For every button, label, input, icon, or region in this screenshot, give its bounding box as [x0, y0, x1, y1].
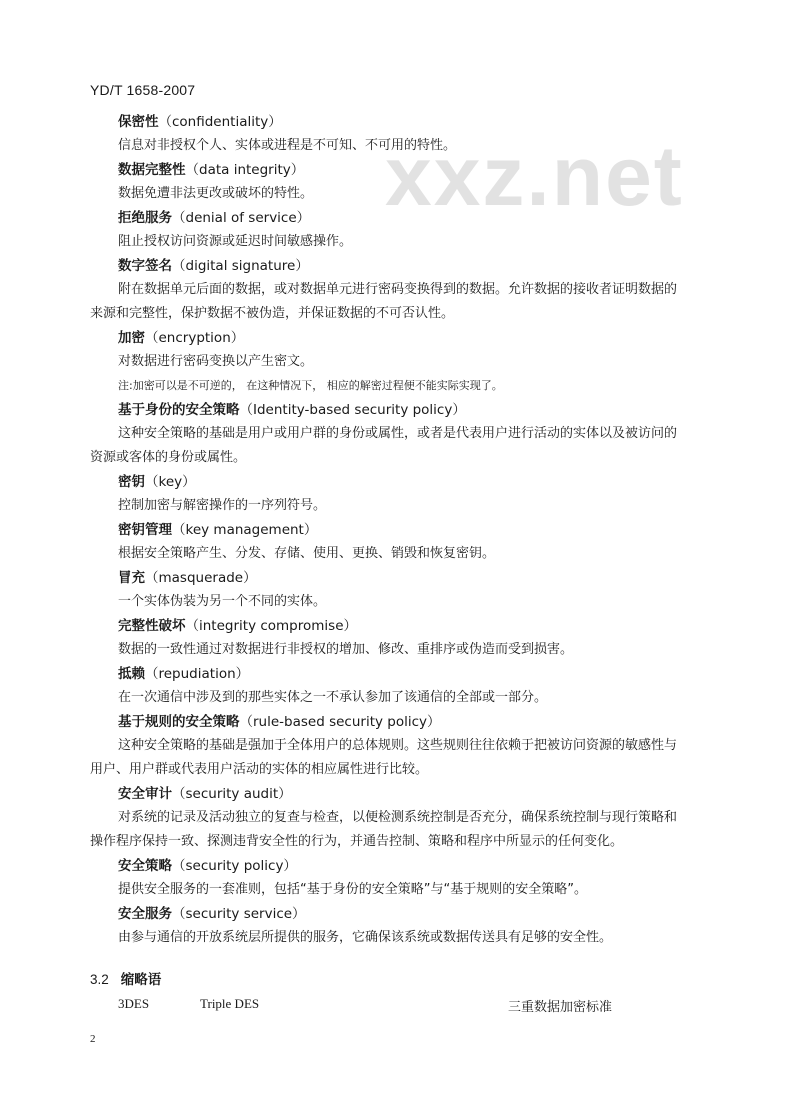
- term-english: （confidentiality）: [158, 114, 282, 130]
- term-definition-line: 对数据进行密码变换以产生密文。: [118, 354, 314, 369]
- term-definition-line: 由参与通信的开放系统层所提供的服务，它确保该系统或数据传送具有足够的安全性。: [118, 930, 613, 945]
- term-definition-line: 数据免遭非法更改或破坏的特性。: [118, 186, 314, 201]
- term-english: （encryption）: [145, 330, 245, 346]
- term-heading: [90, 326, 740, 350]
- term-definition-line: 这种安全策略的基础是用户或用户群的身份或属性，或者是代表用户进行活动的实体以及被访问的: [118, 426, 678, 441]
- term-definition-line: 控制加密与解密操作的一序列符号。: [118, 498, 327, 513]
- term-heading: [90, 566, 740, 590]
- document-id: YD/T 1658-2007: [90, 82, 196, 98]
- term-chinese: 加密: [118, 330, 145, 346]
- abbreviation-key: 3DES: [118, 996, 150, 1011]
- term-definition-line: 来源和完整性，保护数据不被伪造，并保证数据的不可否认性。: [90, 306, 455, 321]
- term-english: （denial of service）: [172, 210, 311, 226]
- term-definition-line: 一个实体伪装为另一个不同的实体。: [118, 594, 327, 609]
- term-heading: [90, 518, 740, 542]
- term-heading: [90, 710, 740, 734]
- term-heading: [90, 398, 740, 422]
- term-definition-line: 提供安全服务的一套准则，包括“基于身份的安全策略”与“基于规则的安全策略”。: [118, 882, 587, 897]
- term-chinese: 密钥: [118, 474, 145, 490]
- term-definition-line: 阻止授权访问资源或延迟时间敏感操作。: [118, 234, 353, 249]
- section-heading: [90, 968, 161, 988]
- term-english: （integrity compromise）: [185, 618, 358, 634]
- term-english: （key management）: [172, 522, 318, 538]
- term-definition-line: 这种安全策略的基础是强加于全体用户的总体规则。这些规则往往依赖于把被访问资源的敏感性与: [118, 738, 678, 753]
- term-chinese: 数字签名: [118, 258, 172, 274]
- term-chinese: 保密性: [118, 114, 159, 130]
- term-heading: [90, 782, 740, 806]
- abbreviation-chinese: 三重数据加密标准: [508, 1000, 613, 1015]
- term-heading: [90, 854, 740, 878]
- term-definition-line: 操作程序保持一致、探测违背安全性的行为，并通告控制、策略和程序中所显示的任何变化。: [90, 834, 624, 849]
- term-note: 注:加密可以是不可逆的， 在这种情况下， 相应的解密过程便不能实际实现了。: [118, 379, 503, 392]
- watermark: xxz.net: [385, 129, 684, 223]
- term-english: （key）: [145, 474, 196, 490]
- term-definition-line: 附在数据单元后面的数据，或对数据单元进行密码变换得到的数据。允许数据的接收者证明数据的: [118, 282, 678, 297]
- term-definition-line: 用户、用户群或代表用户活动的实体的相应属性进行比较。: [90, 762, 429, 777]
- term-chinese: 数据完整性: [118, 162, 186, 178]
- term-heading: [90, 470, 740, 494]
- term-heading: [90, 662, 740, 686]
- term-chinese: 安全审计: [118, 786, 172, 802]
- term-chinese: 冒充: [118, 570, 145, 586]
- section-number: 3.2: [90, 972, 109, 987]
- term-english: （data integrity）: [185, 162, 305, 178]
- term-heading: [90, 110, 740, 134]
- term-heading: [90, 158, 740, 182]
- term-definition-line: 资源或客体的身份或属性。: [90, 450, 247, 465]
- term-definition-line: 数据的一致性通过对数据进行非授权的增加、修改、重排序或伪造而受到损害。: [118, 642, 574, 657]
- term-definition-line: 信息对非授权个人、实体或进程是不可知、不可用的特性。: [118, 138, 457, 153]
- term-definition-line: 根据安全策略产生、分发、存储、使用、更换、销毁和恢复密钥。: [118, 546, 496, 561]
- term-heading: [90, 902, 740, 926]
- term-heading: [90, 614, 740, 638]
- abbreviation-full: Triple DES: [200, 996, 260, 1011]
- term-english: （repudiation）: [145, 666, 250, 682]
- term-definition-line: 在一次通信中涉及到的那些实体之一不承认参加了该通信的全部或一部分。: [118, 690, 548, 705]
- page-number: 2: [90, 1033, 96, 1045]
- term-english: （digital signature）: [172, 258, 309, 274]
- term-definition-line: 对系统的记录及活动独立的复查与检查，以便检测系统控制是否充分，确保系统控制与现行策略和: [118, 810, 678, 825]
- term-english: （masquerade）: [145, 570, 257, 586]
- term-english: （security audit）: [172, 786, 292, 802]
- section-title: 缩略语: [120, 972, 162, 988]
- terms-list: [90, 110, 740, 950]
- term-english: （security policy）: [172, 858, 297, 874]
- term-english: （rule-based security policy）: [239, 714, 441, 730]
- term-english: （security service）: [172, 906, 306, 922]
- term-chinese: 拒绝服务: [118, 210, 172, 226]
- term-chinese: 安全策略: [118, 858, 172, 874]
- term-chinese: 密钥管理: [118, 522, 172, 538]
- term-english: （Identity-based security policy）: [239, 402, 466, 418]
- term-heading: [90, 206, 740, 230]
- term-chinese: 基于身份的安全策略: [118, 402, 240, 418]
- term-chinese: 安全服务: [118, 906, 172, 922]
- term-chinese: 抵赖: [118, 666, 145, 682]
- term-heading: [90, 254, 740, 278]
- term-chinese: 完整性破坏: [118, 618, 186, 634]
- term-chinese: 基于规则的安全策略: [118, 714, 240, 730]
